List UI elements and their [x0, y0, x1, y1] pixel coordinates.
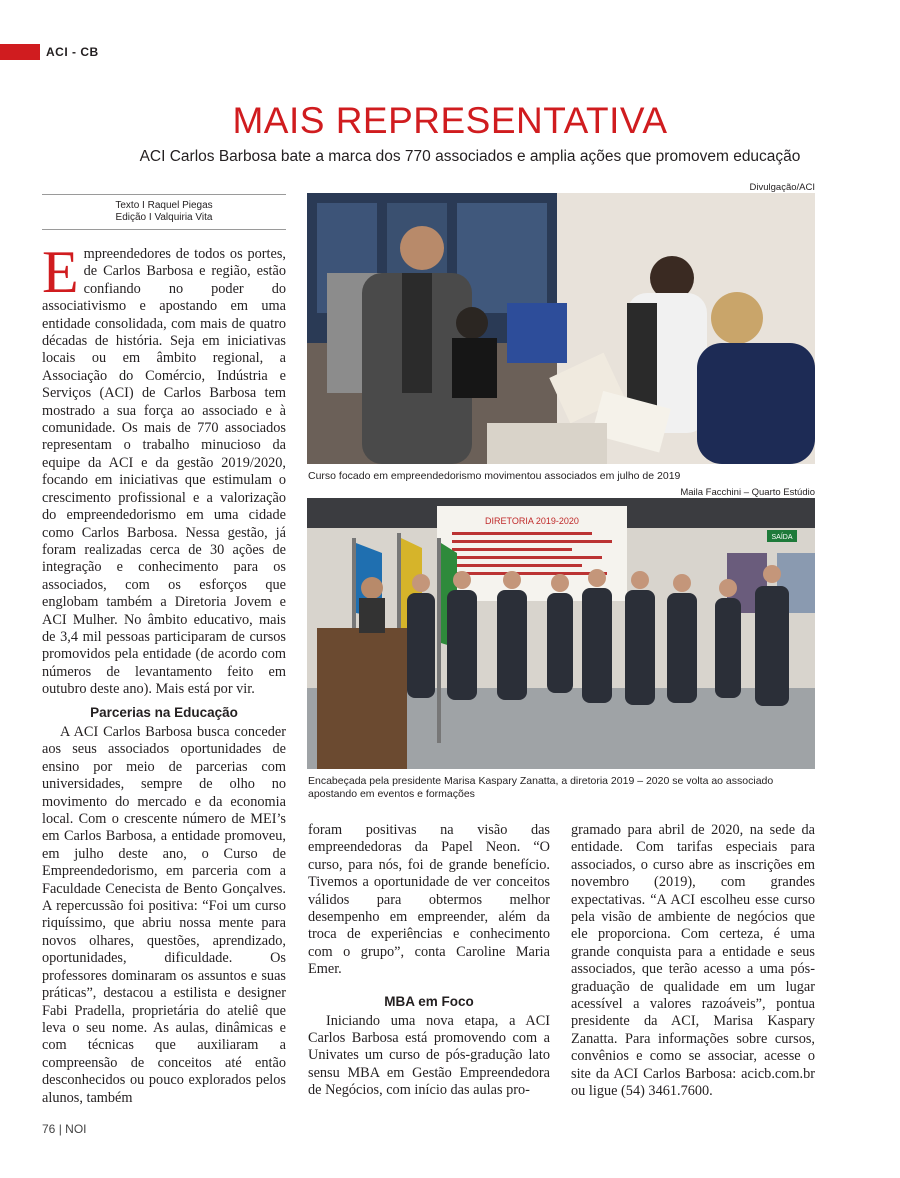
subheading-education: Parcerias na Educação — [90, 705, 238, 720]
article-column-2 — [308, 822, 550, 1100]
paragraph-education: A ACI Carlos Barbosa busca conceder aos seus associados oportunidades de ensino por meio de parcerias com universidades, sempre de olho no movimento do mercado e da economia local. Com o crescente número de MEI’s em Carlos Barbosa, a entidade promoveu, em julho deste ano, o Curso de Empreendedorismo, em parceria com a Faculdade Cenecista de Bento Gonçalves. A repercussão foi positiva: “Foi um curso riquíssimo, que abriu nossa mente para novos olhares, questões, aprendizado, oportunidades, dificuldade. Os professores dominaram os assuntos e suas práticas”, destacou a estilista e designer Fabi Pradella, proprietária do ateliê que leva o seu nome. As aulas, dinâmicas e com técnicas que auxiliaram a compreensão de conceitos até então desconhecidos ou pouco explorados pelos alunos, também — [42, 724, 286, 1106]
paragraph-papel-neon: foram positivas na visão das empreendedoras da Papel Neon. “O curso, para nós, foi de grande benefício. Tivemos a oportunidade de ver conceitos válidos para obtermos melhor desempenho em empreender, além da troca de experiências e conhecimento com o grupo”, conta Caroline Maria Emer. — [308, 822, 550, 978]
subheading-mba: MBA em Foco — [384, 993, 474, 1009]
author-credit: Texto I Raquel Piegas — [115, 200, 213, 211]
magazine-name: NOI — [65, 1122, 87, 1136]
article-column-1 — [42, 239, 286, 699]
article-column-1-continued — [42, 700, 286, 1107]
exit-sign: SAÍDA — [771, 534, 793, 541]
page-footer — [42, 1122, 87, 1136]
section-tab-bar — [0, 44, 40, 60]
photo-course-meeting — [307, 193, 815, 464]
byline — [42, 200, 286, 224]
article-column-3 — [571, 822, 815, 1101]
paragraph-mba: Iniciando uma nova etapa, a ACI Carlos Barbosa está promovendo com a Univates um curso de pós-gradução lato sensu MBA em Gestão Empreendedora de Negócios, com início das aulas pro- — [308, 1012, 550, 1099]
paragraph-mba-continued: gramado para abril de 2020, na sede da entidade. Com tarifas especiais para associados, o curso abre as inscrições em novembro (2019), com grandes expectativas. “A ACI escolheu esse curso pela visão de ambiente de negócios que ele proporciona. Com certeza, é uma grande conquista para a entidade e seus associados, que terão acesso a uma pós-graduação de qualidade em um lugar acessível a valores razoáveis”, pontua presidente da ACI, Marisa Kaspary Zanatta. Para informações sobre cursos, convênios e como se associar, acesse o site da ACI Carlos Barbosa: acicb.com.br ou ligue (54) 3461.7600. — [571, 822, 815, 1100]
page-number: 76 — [42, 1122, 56, 1136]
photo-course-meeting-image — [307, 193, 815, 464]
footer-separator: | — [58, 1122, 62, 1136]
section-label: ACI - CB — [46, 45, 99, 59]
article-headline: MAIS REPRESENTATIVA — [232, 100, 668, 141]
drop-cap: E — [42, 239, 79, 305]
photo-credit: Divulgação/ACI — [749, 182, 815, 193]
divider — [42, 194, 286, 195]
photo-caption: Curso focado em empreendedorismo movimentou associados em julho de 2019 — [308, 470, 681, 482]
photo-board-directors — [307, 498, 815, 769]
divider — [42, 229, 286, 230]
article-subheadline: ACI Carlos Barbosa bate a marca dos 770 associados e amplia ações que promovem educação — [139, 148, 801, 165]
screen-title: DIRETORIA 2019-2020 — [485, 516, 579, 526]
intro-paragraph: mpreendedores de todos os portes, de Carlos Barbosa e região, estão confiando no poder do associativismo e apostando em uma entidade consolidada, com mais de quatro décadas de história. Seja em iniciativas locais ou em âmbito regional, a Associação do Comércio, Indústria e Serviços (ACI) de Carlos Barbosa tem mostrado a sua força ao associado e à comunidade. Os mais de 770 associados representam o trabalho minucioso da equipe da ACI e da gestão 2019/2020, focando em iniciativas que estimulam o crescimento profissional e a valorização do empreendedorismo em uma cidade como Carlos Barbosa. Nessa gestão, já foram realizadas cerca de 30 ações de integração e conhecimento para os associados, com os esforços que englobam também a Diretoria Jovem e ACI Mulher. No âmbito educativo, mais de 3,4 mil pessoas participaram de cursos promovidos pela entidade (de acordo com números de levantamento feito em outubro deste ano). Mais está por vir. — [42, 246, 286, 698]
photo-caption: Encabeçada pela presidente Marisa Kaspary Zanatta, a diretoria 2019 – 2020 se volta ao associado apostando em eventos e formações — [308, 775, 774, 800]
photo-credit: Maila Facchini – Quarto Estúdio — [680, 487, 815, 498]
photo-board-directors-image — [307, 498, 815, 769]
editor-credit: Edição I Valquiria Vita — [115, 212, 213, 223]
